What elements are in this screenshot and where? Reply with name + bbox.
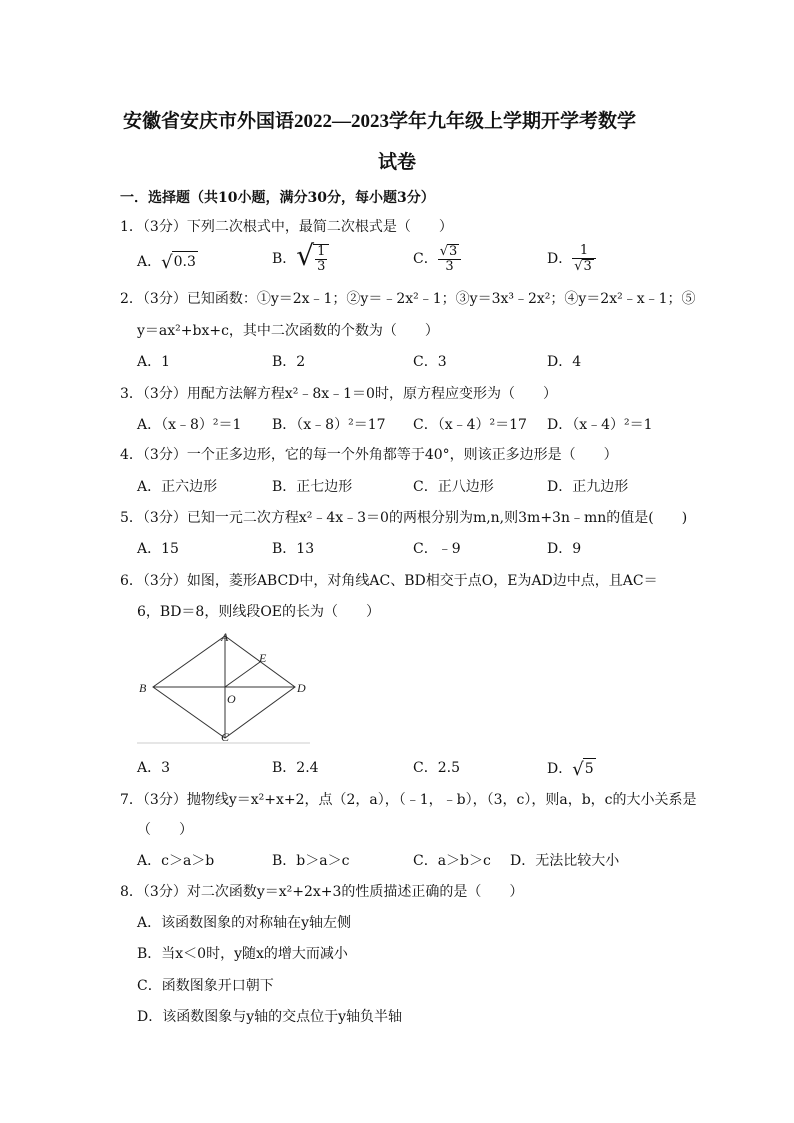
question-8-stem: 8．（3分）对二次函数y＝x²+2x+3的性质描述正确的是（ ） [120, 884, 524, 900]
option-label: A． [137, 254, 162, 270]
q2-option-c: C．3 [413, 354, 447, 370]
q7-option-d: D．无法比较大小 [510, 853, 620, 869]
page-title-line1: 安徽省安庆市外国语2022—2023学年九年级上学期开学考数学 [123, 111, 637, 132]
q5-option-d: D．9 [547, 541, 582, 557]
option-label: D． [547, 761, 573, 777]
option-label: B． [272, 251, 297, 267]
question-2-line2: y＝ax²+bx+c，其中二次函数的个数为（ ） [137, 323, 439, 339]
q6-option-c: C．2.5 [413, 760, 460, 776]
option-label: D． [547, 251, 573, 267]
point-label-e: E [259, 651, 267, 665]
q4-option-a: A．正六边形 [137, 479, 218, 495]
q8-option-d: D．该函数图象与y轴的交点位于y轴负半轴 [137, 1009, 403, 1025]
q5-option-c: C．﹣9 [413, 541, 461, 557]
q3-option-c: C．（x﹣4）²＝17 [413, 417, 527, 433]
q7-option-b: B．b＞a＞c [272, 853, 350, 869]
denominator: 3 [445, 259, 454, 274]
q1-option-a: A．√0.3 [137, 252, 196, 273]
q3-option-d: D．（x﹣4）²＝1 [547, 417, 653, 433]
q2-option-d: D．4 [547, 354, 582, 370]
question-3-stem: 3．（3分）用配方法解方程x²﹣8x﹣1＝0时，原方程应变形为（ ） [120, 386, 557, 402]
numerator: 1 [572, 244, 596, 259]
numerator: 1 [317, 244, 326, 259]
point-label-o: O [227, 692, 236, 706]
segment-oe [225, 662, 260, 687]
q8-option-b: B．当x＜0时，y随x的增大而减小 [137, 946, 348, 962]
vertex-label-a: A [221, 630, 229, 644]
vertex-label-d: D [297, 681, 306, 695]
radicand: 0.3 [172, 251, 198, 272]
vertex-label-c: C [221, 730, 230, 744]
q3-option-a: A．（x﹣8）²＝1 [137, 417, 242, 433]
question-5-stem: 5．（3分）已知一元二次方程x²﹣4x﹣3＝0的两根分别为m,n,则3m+3n﹣mn的值是( ) [120, 510, 688, 526]
question-2-line1: 2．（3分）已知函数：①y＝2x﹣1；②y＝﹣2x²﹣1；③y＝3x³﹣2x²；④y＝2x²﹣x﹣1；⑤ [120, 291, 696, 307]
denominator: 3 [583, 259, 592, 274]
question-7-line1: 7．（3分）抛物线y＝x²+x+2，点（2，a），（﹣1，﹣b），（3，c），则a，b，c的大小关系是 [120, 792, 697, 808]
q3-option-b: B．（x﹣8）²＝17 [272, 417, 386, 433]
question-4-stem: 4．（3分）一个正多边形，它的每一个外角都等于40°，则该正多边形是（ ） [120, 447, 618, 463]
fraction: $\frac{1}{√3}$ [572, 244, 596, 274]
fraction: $\frac{√3}{3}$ [438, 244, 462, 274]
q1-option-b: B．√ $\frac{1}{3}$ [272, 244, 329, 274]
q6-option-a: A．3 [137, 760, 171, 776]
q6-option-d: D．√5 [547, 759, 594, 780]
q7-option-a: A．c＞a＞b [137, 853, 215, 869]
q8-option-a: A．该函数图象的对称轴在y轴左侧 [137, 915, 352, 931]
rhombus-figure [135, 630, 315, 750]
q2-option-b: B．2 [272, 354, 306, 370]
q4-option-b: B．正七边形 [272, 479, 353, 495]
q2-option-a: A．1 [137, 354, 171, 370]
question-1-stem: 1．（3分）下列二次根式中，最简二次根式是（ ） [120, 219, 453, 235]
denominator: 3 [317, 259, 326, 274]
numerator: 3 [449, 244, 458, 259]
section-heading: 一．选择题（共10小题，满分30分，每小题3分） [120, 190, 435, 206]
q4-option-d: D．正九边形 [547, 479, 629, 495]
q4-option-c: C．正八边形 [413, 479, 494, 495]
radicand: 5 [583, 758, 596, 779]
option-label: C． [413, 251, 438, 267]
q8-option-c: C．函数图象开口朝下 [137, 978, 274, 994]
q1-option-c [413, 244, 461, 274]
vertex-label-b: B [139, 681, 147, 695]
q6-option-b: B．2.4 [272, 760, 319, 776]
q1-option-d [547, 244, 596, 274]
fraction [313, 244, 329, 274]
q5-option-b: B．13 [272, 541, 315, 557]
q7-option-c: C．a＞b＞c [413, 853, 491, 869]
page-title-line2: 试卷 [378, 152, 417, 173]
question-7-line2: （ ） [137, 822, 193, 838]
question-6-line1: 6．（3分）如图，菱形ABCD中，对角线AC、BD相交于点O，E为AD边中点，且AC＝ [120, 573, 658, 589]
q5-option-a: A．15 [137, 541, 179, 557]
question-6-line2: 6，BD＝8，则线段OE的长为（ ） [137, 604, 381, 620]
